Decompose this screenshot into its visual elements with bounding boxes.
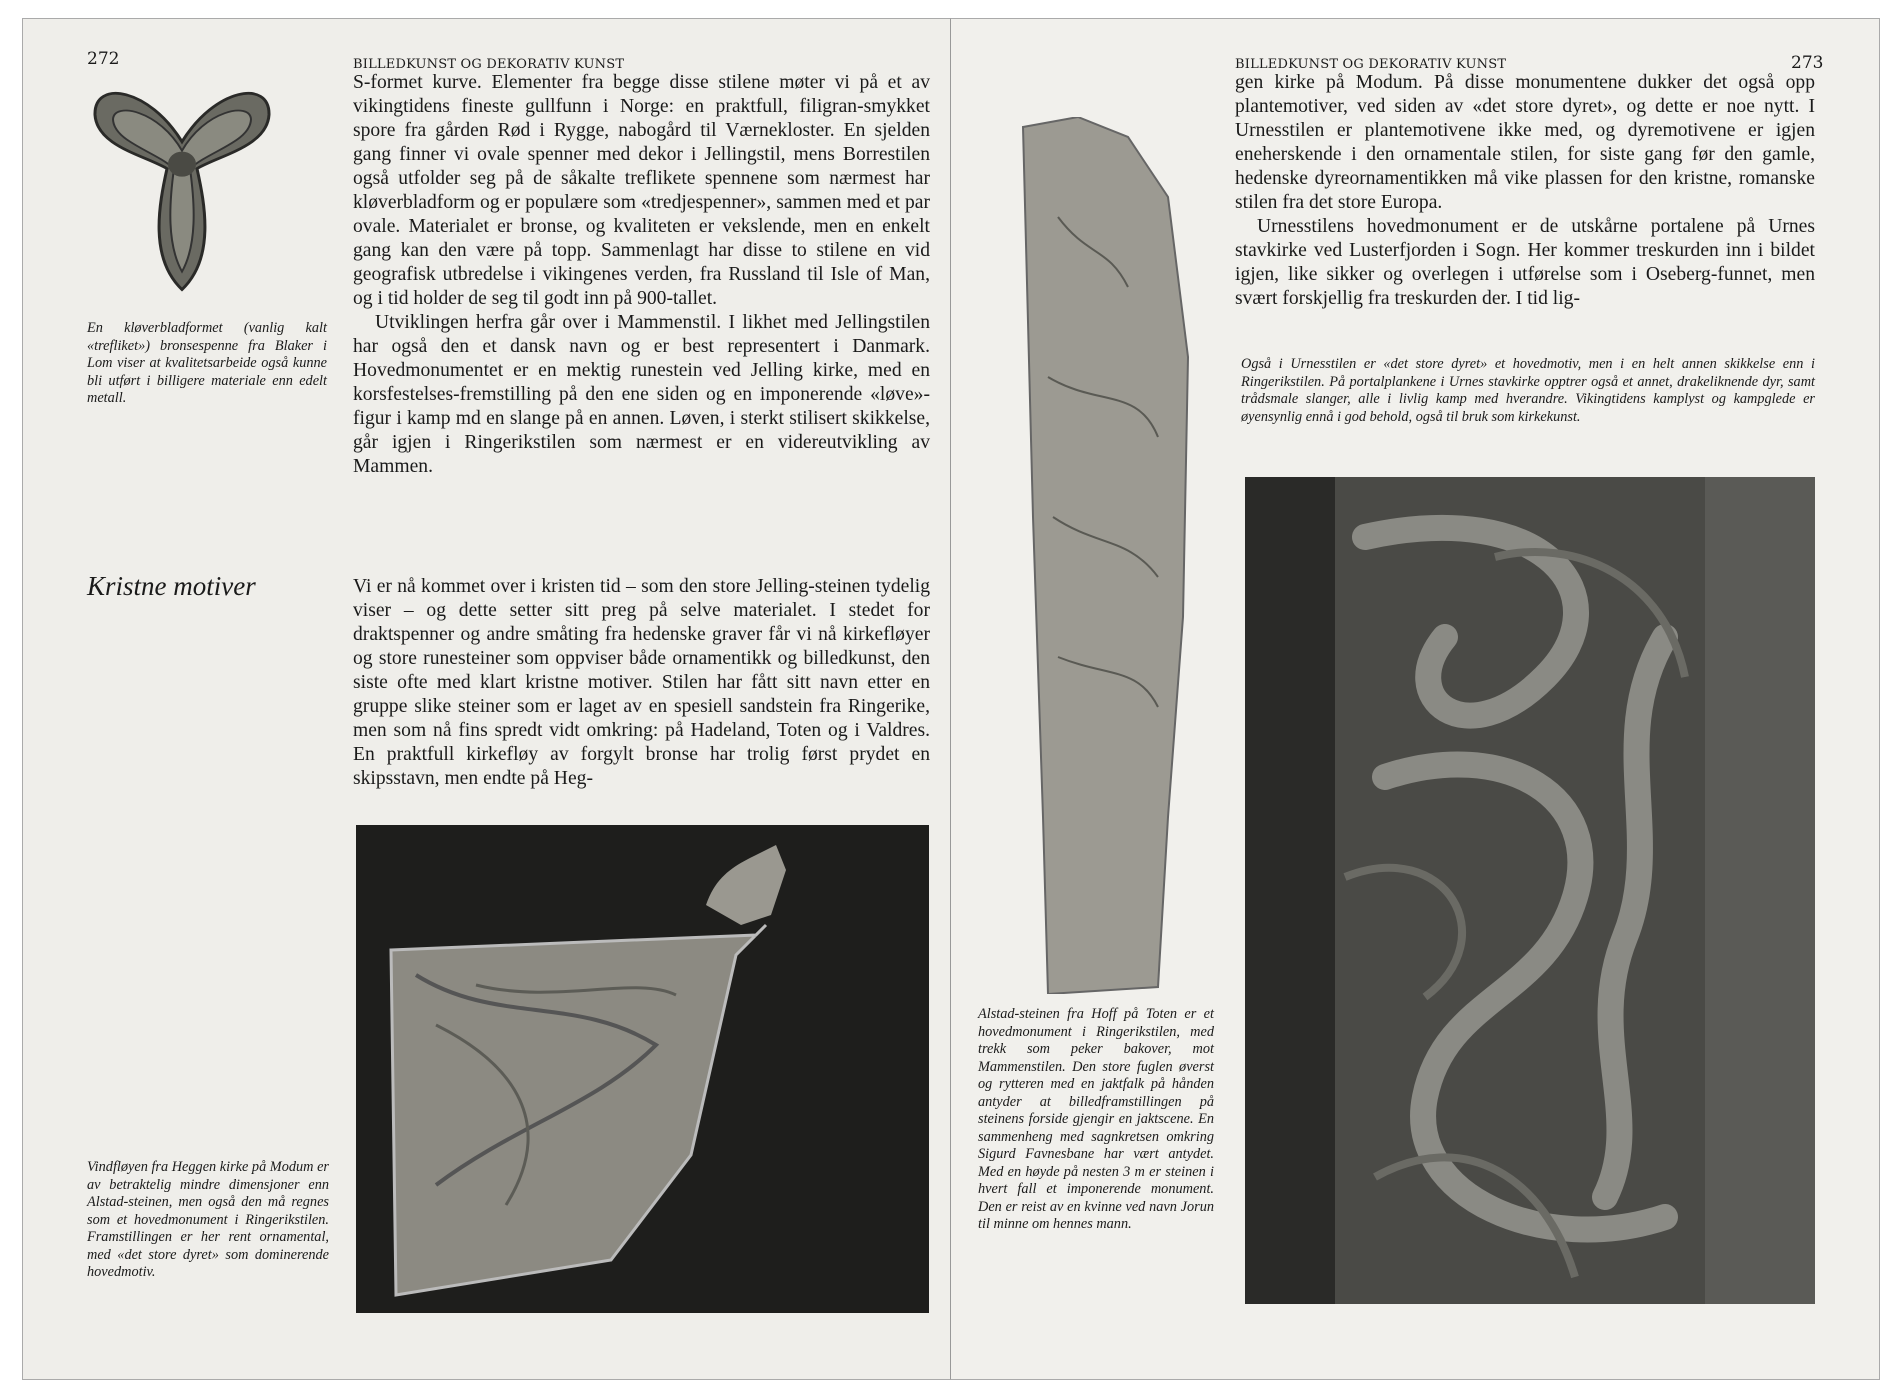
page-number: 272 [87, 49, 120, 69]
right-page [950, 18, 1880, 1380]
section-heading: Kristne motiver [87, 571, 256, 601]
running-head: BILLEDKUNST OG DEKORATIV KUNST [353, 57, 625, 72]
paragraph: Utviklingen herfra går over i Mammenstil. I likhet med Jellingstilen har også den et dansk navn og er best representert i Danmark. Hovedmonumentet er en mektig runestein ved Jelling kirke, med en korsfestelses-fremstilling på den ene siden og en imponerende «løve»-figur i kamp md en slange på en annen. Løven, i sterkt stilisert skikkelse, går igjen i Ringerikstilen som nærmest er en videreutvikling av Mammen. [353, 312, 930, 477]
body-text [1235, 71, 1815, 311]
body-text-bottom [353, 575, 930, 791]
runestone-photo [1018, 117, 1192, 994]
caption-runestone: Alstad-steinen fra Hoff på Toten er et hovedmonument i Ringerikstilen, med trekk som peker bakover, mot Mammenstilen. Den store fuglen øverst og rytteren med en jaktfalk på hånden antyder at billedframstillingen på steinens forside gjengir en jaktscene. En sammenheng med sagnkretsen omkring Sigurd Favnesbane har vært antydet. Med en høyde på nesten 3 m er steinen i hvert fall et imponerende monument. Den er reist av en kvinne ved navn Jorun til minne om hennes mann. [978, 1006, 1214, 1232]
paragraph: Vi er nå kommet over i kristen tid – som den store Jelling-steinen tydelig viser – og dette setter sitt preg på selve materialet. I stedet for draktspenner og andre småting fra hedenske graver får vi nå kirkefløyer og store runesteiner som oppviser både ornamentikk og billedkunst, den siste ofte med klart kristne motiver. Stilen har fått sitt navn etter en gruppe slike steiner som er laget av en spesiell sandstein fra Ringerike, men som nå fins spredt vidt omkring: på Hadeland, Toten og i Valdres. En praktfull kirkefløy av forgylt bronse har trolig først prydet en skipsstavn, men endte på Heg- [353, 576, 930, 789]
caption-carving: Også i Urnesstilen er «det store dyret» et hovedmotiv, men i en helt annen skikkelse enn i Ringerikstilen. På portalplankene i Urnes stavkirke opptrer også et annet, drakeliknende dyr, samt trådsmale slanger, alle i livlig kamp med hverandre. Vikingtidens kamplyst og kampglede er øyensynlig ennå i god behold, også til bruk som kirkekunst. [1241, 356, 1815, 425]
urnes-carving-photo [1245, 477, 1815, 1304]
paragraph: S-formet kurve. Elementer fra begge disse stilene møter vi på et av vikingtidens fineste gullfunn i Norge: en praktfull, filigran-smykket spore fra gården Rød i Rygge, nabogård til Værnekloster. En sjelden gang finner vi ovale spenner med dekor i Jellingstil, mens Borrestilen også utfolder seg på de såkalte treflikete spennene som nærmest har kløverbladform og er populære som «tredjespenner», sammen med et par ovale. Materialet er bronse, og kvaliteten er vekslende, men en enkelt gang kan den være på topp. Sammenlagt har disse to stilene en vid geografisk utbredelse i vikingenes verden, fra Russland til Isle of Man, og i tid holder de seg til godt inn på 900-tallet. [353, 72, 930, 309]
paragraph: gen kirke på Modum. På disse monumentene dukker det også opp plantemotiver, ved siden av «det store dyret», og dette er noe nytt. I Urnesstilen er plantemotivene ikke med, og dyremotivene er igjen eneherskende i den ornamentale stilen, for siste gang før den gamle, hedenske dyreornamentikken må vike plassen for den kristne, romanske stilen fra det store Europa. [1235, 72, 1815, 213]
caption-vane: Vindfløyen fra Heggen kirke på Modum er av betraktelig mindre dimensjoner enn Alstad-steinen, men også den må regnes som et hovedmonument i Ringerikstilen. Framstillingen er her rent ornamental, med «det store dyret» som dominerende hovedmotiv. [87, 1159, 329, 1280]
weathervane-photo [356, 825, 929, 1313]
page-number: 273 [1791, 53, 1824, 73]
brooch-photo [89, 79, 275, 294]
paragraph: Urnesstilens hovedmonument er de utskårne portalene på Urnes stavkirke ved Lusterfjorden i Sogn. Her kommer treskurden inn i bildet igjen, like sikker og overlegen i utførelse som i Oseberg-funnet, men svært forskjellig fra treskurden der. I tid lig- [1235, 216, 1815, 309]
left-page [22, 18, 952, 1380]
body-text-top [353, 71, 930, 479]
running-head: BILLEDKUNST OG DEKORATIV KUNST [1235, 57, 1507, 72]
caption-brooch: En kløverbladformet (vanlig kalt «trefliket») bronsespenne fra Blaker i Lom viser at kvalitetsarbeide også kunne bli utført i billigere materiale enn edelt metall. [87, 320, 327, 406]
